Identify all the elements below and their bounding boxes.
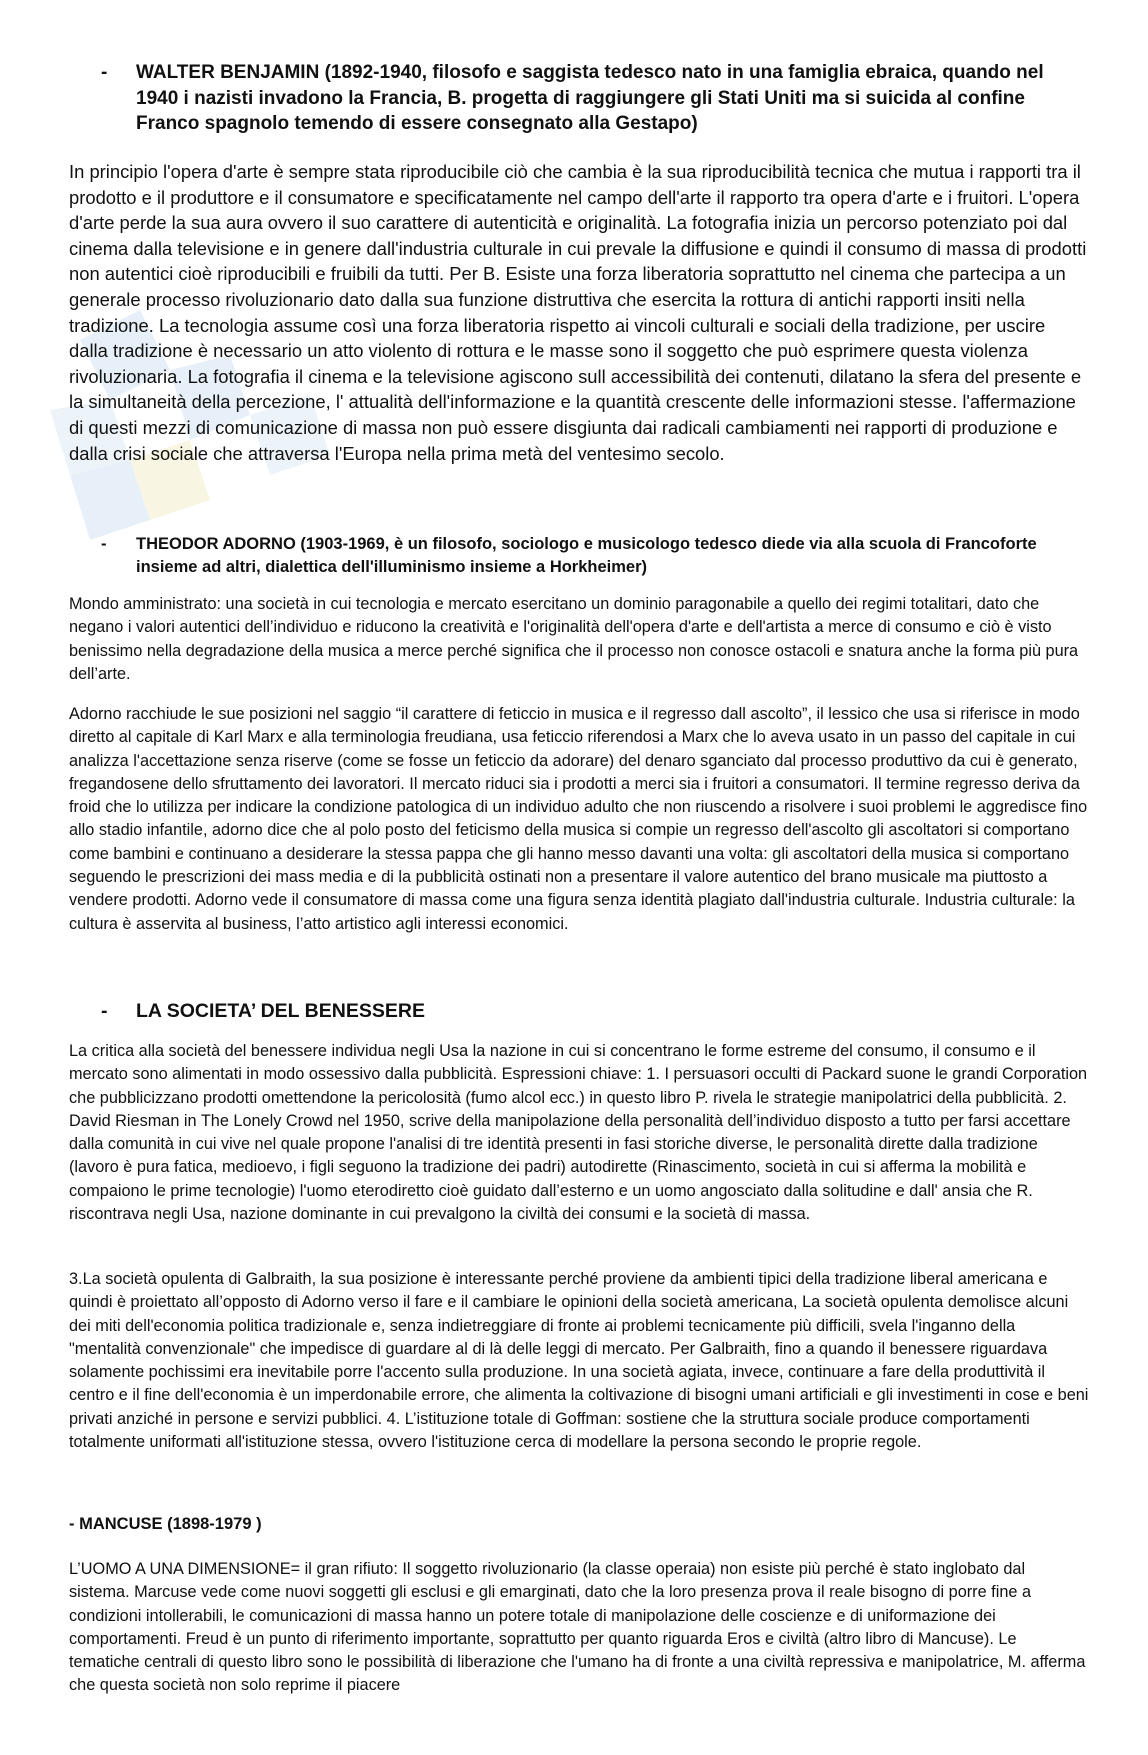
heading-text: LA SOCIETA’ DEL BENESSERE [136,1000,425,1022]
list-marker: - [69,1515,75,1533]
heading-text: WALTER BENJAMIN (1892-1940, filosofo e saggista tedesco nato in una famiglia ebraica, quando nel 1940 i nazisti invadono la Francia, B. progetta di raggiungere gli Stati Uniti ma si suicida al confine Franco spagnolo temendo di essere consegnato alla Gestapo) [136,62,1044,134]
list-marker: - [101,1000,108,1022]
paragraph-benjamin: In principio l'opera d'arte è sempre stata riproducibile ciò che cambia è la sua riproducibilità tecnica che mutua i rapporti tra il prodotto e il produttore e il consumatore e specificatamente nel campo dell'arte il rapporto tra opera d'arte e i fruitori. L'opera d'arte perde la sua aura ovvero il suo carattere di autenticità e originalità. La fotografia inizia un percorso potenziato poi dal cinema dalla televisione e in genere dall'industria culturale in cui prevale la diffusione e quindi il consumo di massa di prodotti non autentici cioè riproducibili e fruibili da tutti. Per B. Esiste una forza liberatoria soprattutto nel cinema che partecipa a un generale processo rivoluzionario dato dalla sua funzione distruttiva che esercita la rottura di antichi rapporti insiti nella tradizione. La tecnologia assume così una forza liberatoria rispetto ai vincoli culturali e sociali della tradizione, per uscire dalla tradizione è necessario un atto violento di rottura e le masse sono il soggetto che può esprimere questa violenza rivoluzionaria. La fotografia il cinema e la televisione agiscono sull accessibilità dei contenuti, dilatano la sfera del presente e la simultaneità della percezione, l' attualità dell'informazione e la quantità crescente delle informazioni stesse. l'affermazione di questi mezzi di comunicazione di massa non può essere disgiunta dai radicali cambiamenti nei rapporti di produzione e dalla crisi sociale che attraversa l'Europa nella prima metà del ventesimo secolo. [69,161,1087,464]
list-marker: - [101,62,108,83]
paragraph-marcuse: L’UOMO A UNA DIMENSIONE= il gran rifiuto: Il soggetto rivoluzionario (la classe operaia) non esiste più perché è stato inglobato dal sistema. Marcuse vede come nuovi soggetti gli esclusi e gli emarginati, dato che la loro presenza prova il reale bisogno di porre fine a condizioni intollerabili, le comunicazioni di massa hanno un potere totale di manipolazione delle coscienze e di uniformazione dei comportamenti. Freud è un punto di riferimento importante, soprattutto per quanto riguarda Eros e civiltà (altro libro di Mancuse). Le tematiche centrali di questo libro sono le possibilità di liberazione che l'umano ha di fronte a una civiltà repressiva e manipolatrice, M. afferma che questa società non solo reprime il piacere [69,1560,1086,1695]
section-heading-benessere [101,998,1086,1024]
paragraph-benessere-1: La critica alla società del benessere individua negli Usa la nazione in cui si concentrano le forme estreme del consumo, il consumo e il mercato sono alimentati in modo ossessivo dalla pubblicità. Espressioni chiave: 1. I persuasori occulti di Packard suone le grandi Corporation che pubblicizzano prodotti omettendone la pericolosità (fumo alcol ecc.) in questo libro P. rivela le strategie manipolatrici della pubblicità. 2. David Riesman in The Lonely Crowd nel 1950, scrive della manipolazione della personalità dell’individuo disposto a tutto per farsi accettare dalla comunità in cui vive nel quale propone l'analisi di tre identità presenti in fasi storiche diverse, le personalità dirette dalla tradizione (lavoro è pura fatica, medioevo, i figli seguono la tradizione dei padri) autodirette (Rinascimento, società in cui si afferma la mobilità e compaiono le prime tecnologie) l'uomo eterodiretto cioè guidato dall’esterno e un uomo angosciato dalla solitudine e dall' ansia che R. riscontrava negli Usa, nazione dominante in cui prevalgono la civiltà dei consumi e la società di massa. [69,1042,1088,1224]
section-heading-marcuse [69,1513,262,1536]
section-heading-adorno [101,533,1086,579]
heading-text: THEODOR ADORNO (1903-1969, è un filosofo, sociologo e musicologo tedesco diede via alla scuola di Francoforte insieme ad altri, dialettica dell'illuminismo insieme a Horkheimer) [136,535,1037,576]
paragraph-adorno-2: Adorno racchiude le sue posizioni nel saggio “il carattere di feticcio in musica e il regresso dall ascolto”, il lessico che usa si riferisce in modo diretto al capitale di Karl Marx e alla terminologia freudiana, usa feticcio riferendosi a Marx che lo aveva usato in un passo del capitale in cui analizza l'accettazione senza riserve (come se fosse un feticcio da adorare) del denaro sganciato dal processo produttivo da cui è generato, fregandosene dello sfruttamento dei lavoratori. Il mercato riduci sia i prodotti a merci sia i fruitori a consumatori. Il termine regresso deriva da froid che lo utilizza per indicare la condizione patologica di un individuo adulto che non riuscendo a risolvere i suoi problemi le aggredisce fino allo stadio infantile, adorno dice che al polo posto del feticismo della musica si compie un regresso dell'ascolto gli ascoltatori si comportano come bambini e continuano a desiderare la stessa pappa che gli hanno messo davanti una volta: gli ascoltatori della musica si comportano seguendo le prescrizioni dei mass media e di la pubblicità ostinati non a presentare il valore autentico del brano musicale ma piuttosto a vendere prodotti. Adorno vede il consumatore di massa come una figura senza identità plagiato dall'industria culturale. Industria culturale: la cultura è asservita al business, l’atto artistico agli interessi economici. [69,705,1088,933]
paragraph-benessere-2: 3.La società opulenta di Galbraith, la sua posizione è interessante perché proviene da ambienti tipici della tradizione liberal americana e quindi è proiettato all’opposto di Adorno verso il fare e il cambiare le opinioni della società americana, La società opulenta demolisce alcuni dei miti dell'economia politica tradizionale e, senza indietreggiare di fronte ai problemi tecnicamente più difficili, svela l'inganno della "mentalità convenzionale" che impedisce di guardare al di là delle leggi di mercato. Per Galbraith, fino a quando il benessere riguardava solamente pochissimi era inevitabile porre l'accento sulla produzione. In una società agiata, invece, continuare a fare della produttività il centro e il fine dell'economia è un imperdonabile errore, che alimenta la coltivazione di bisogni umani artificiali e gli investimenti in cose e beni privati anziché in persone e servizi pubblici. 4. L’istituzione totale di Goffman: sostiene che la struttura sociale produce comportamenti totalmente uniformati all'istituzione stessa, ovvero l'istituzione cerca di modellare la persona secondo le proprie regole. [69,1270,1089,1452]
section-heading-benjamin [101,60,1086,137]
heading-text: MANCUSE (1898-1979 ) [79,1515,262,1533]
list-marker: - [101,535,107,553]
paragraph-adorno-1: Mondo amministrato: una società in cui tecnologia e mercato esercitano un dominio paragonabile a quello dei regimi totalitari, dato che negano i valori autentici dell’individuo e riducono la creatività e l'originalità dell'opera d'arte e dell'artista a merce di consumo e ciò è visto benissimo nella degradazione della musica a merce perché significa che il processo non conosce ostacoli e snatura anche la forma più pura dell’arte. [69,595,1079,683]
